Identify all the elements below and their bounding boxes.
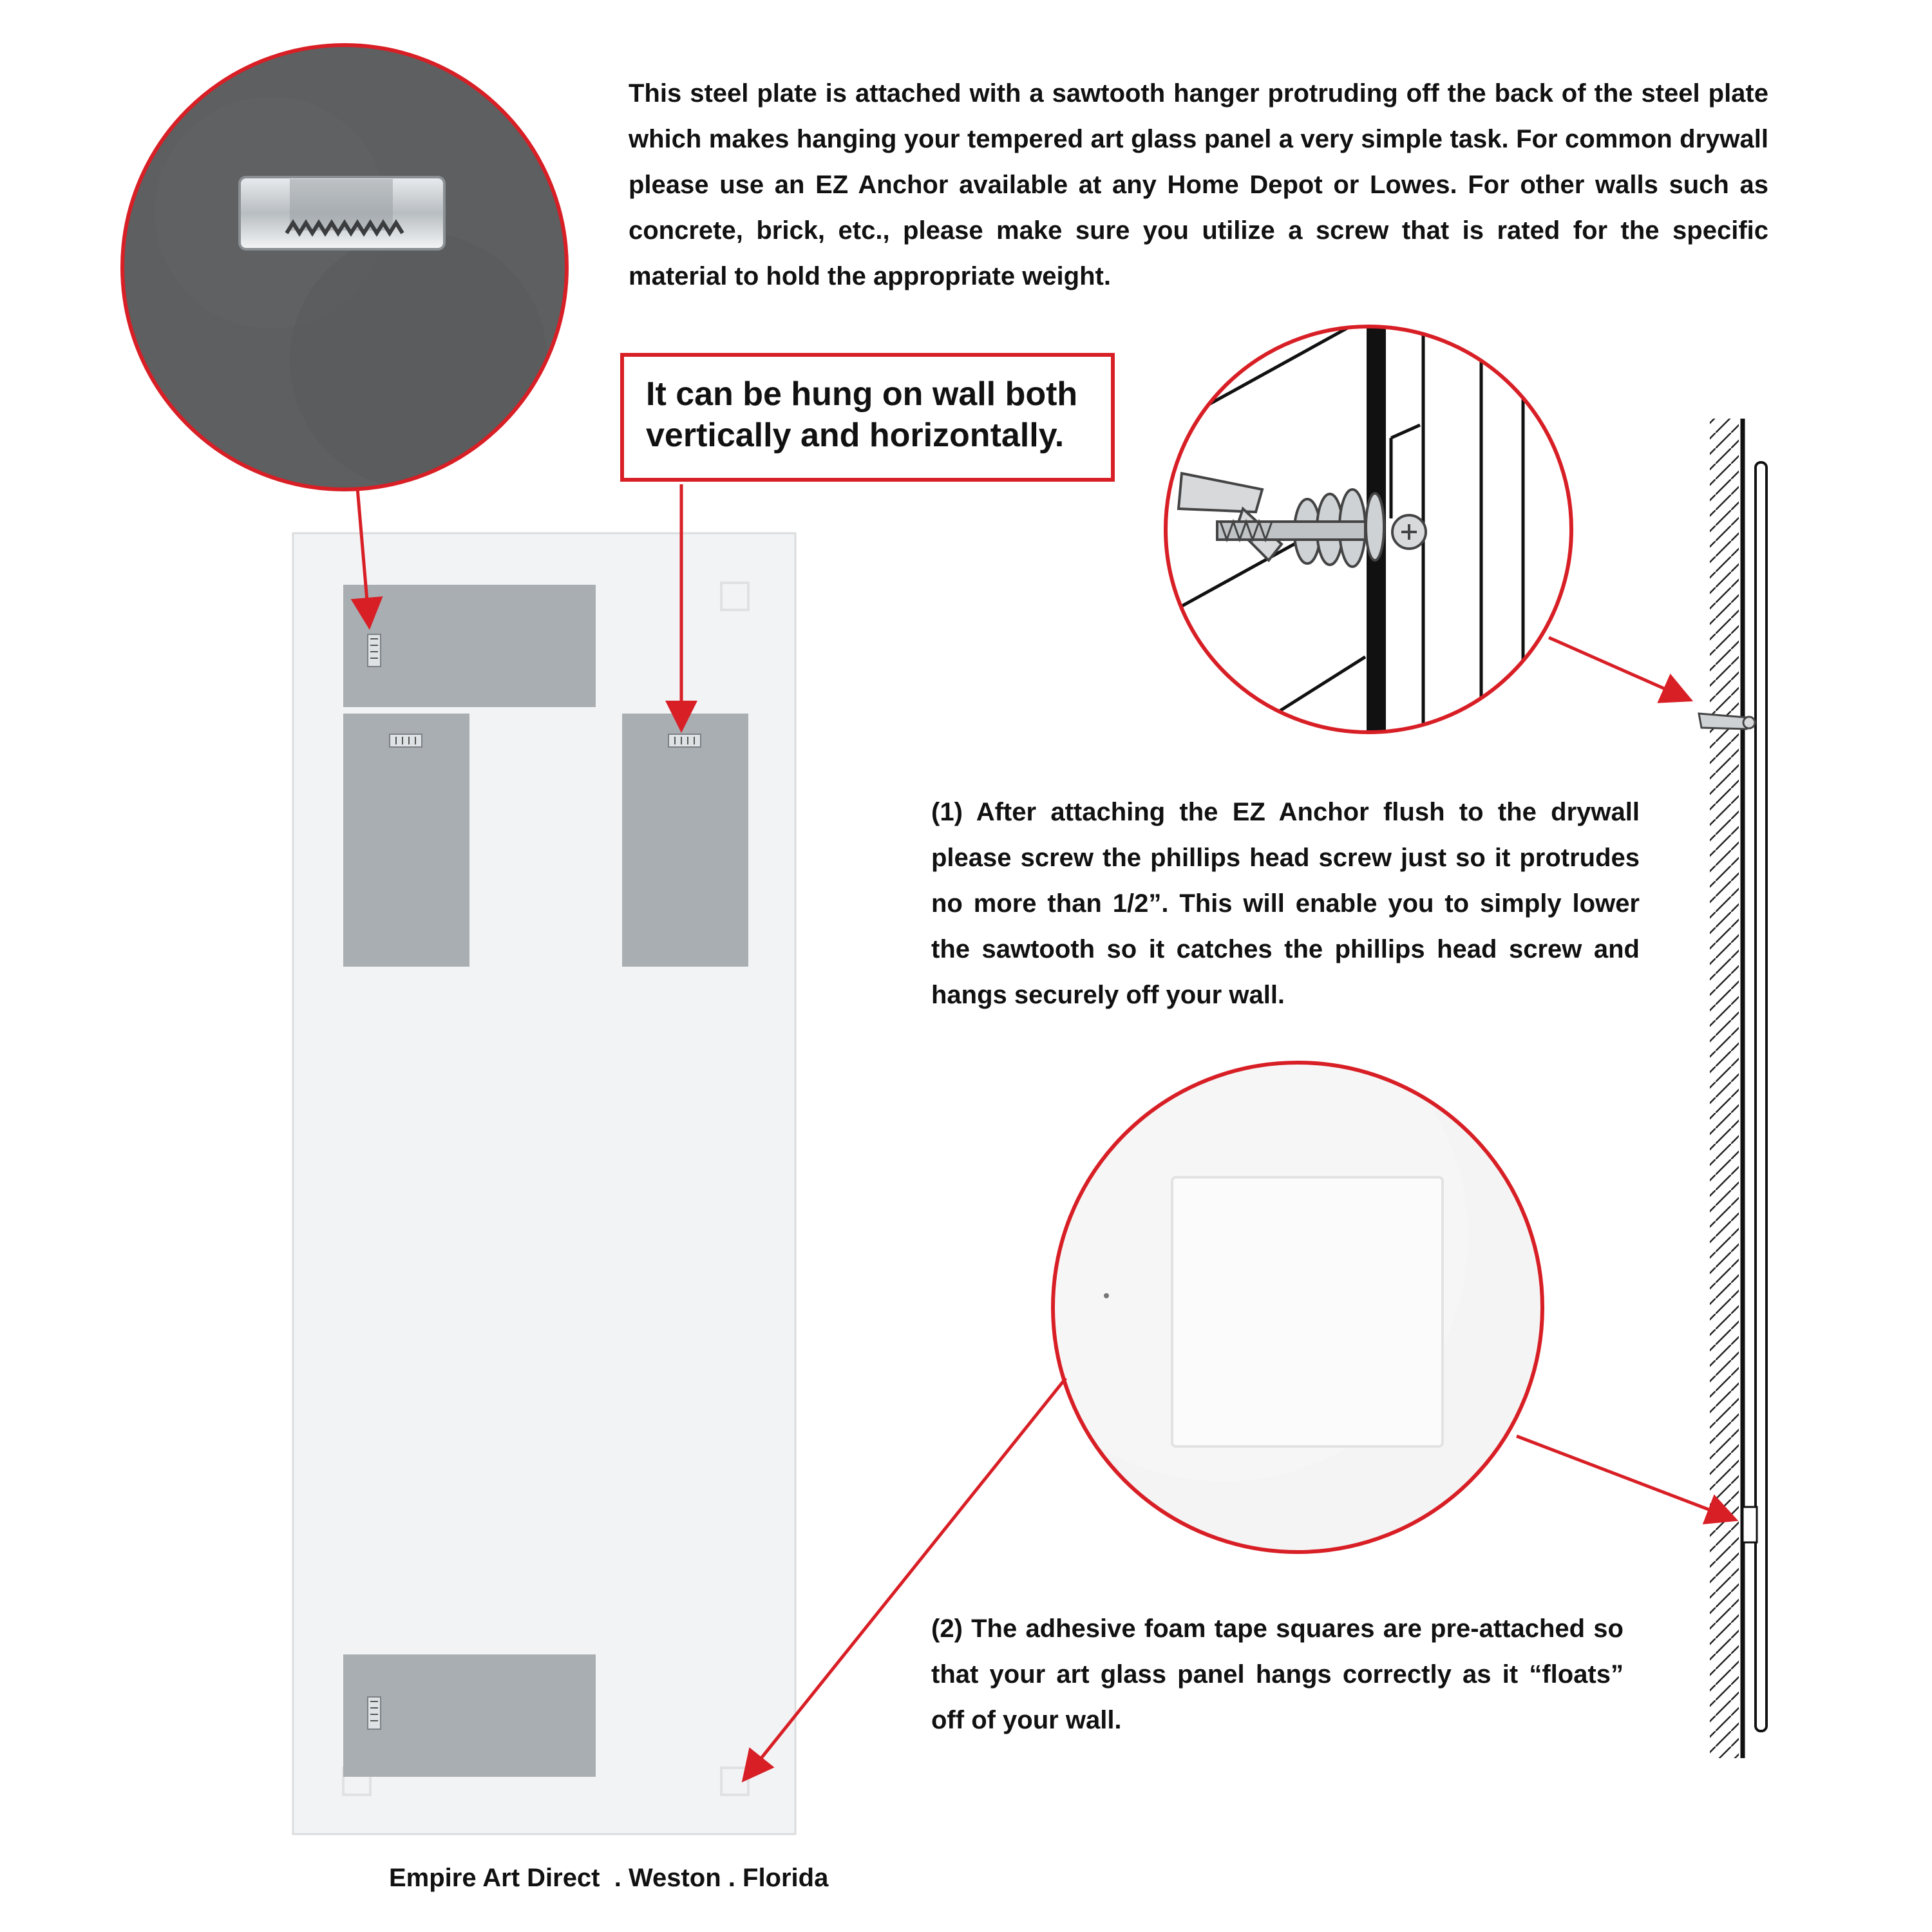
step1-instructions: (1) After attaching the EZ Anchor flush to the drywall please screw the phillips head screw just so it protrudes no more than 1/2”. This will enable you to simply lower the sawtooth so it catches the phillips head screw and hangs securely off your wall. [931,798,1640,1009]
ez-anchor-closeup [1166,322,1571,747]
orientation-callout-text: It can be hung on wall both vertically and horizontally. [646,375,1078,454]
foam-square-icon [1172,1177,1443,1446]
foam-spacer-profile [1743,1507,1757,1542]
sawtooth-hanger-closeup [122,45,567,489]
arrow-foam-to-wall [1517,1436,1732,1519]
foam-tape-square-closeup [979,992,1542,1552]
footer-credit: Empire Art Direct . Weston . Florida [389,1864,829,1892]
panel-back-view [293,533,795,1834]
sawtooth-hanger-icon [368,634,381,667]
steel-plate [343,714,469,967]
sawtooth-hanger-icon [390,734,422,747]
sawtooth-hanger-icon [668,734,701,747]
arrow-anchor-to-wall [1549,638,1687,699]
screw-profile-icon [1699,714,1755,729]
wall-side-profile [1699,419,1766,1758]
sawtooth-hanger-icon [368,1697,381,1729]
sawtooth-hanger-icon [240,177,444,249]
step2-instructions: (2) The adhesive foam tape squares are pre-attached so that your art glass panel hangs correctly as it “floats” off of your wall. [931,1615,1624,1734]
intro-paragraph: This steel plate is attached with a sawtooth hanger protruding off the back of the steel plate which makes hanging your tempered art glass panel a very simple task. For common drywall please use an EZ Anchor available at any Home Depot or Lowes. For other walls such as concrete, brick, etc., please make sure you utilize a screw that is rated for the specific material to hold the appropriate weight. [629,79,1768,290]
steel-plate [622,714,748,967]
